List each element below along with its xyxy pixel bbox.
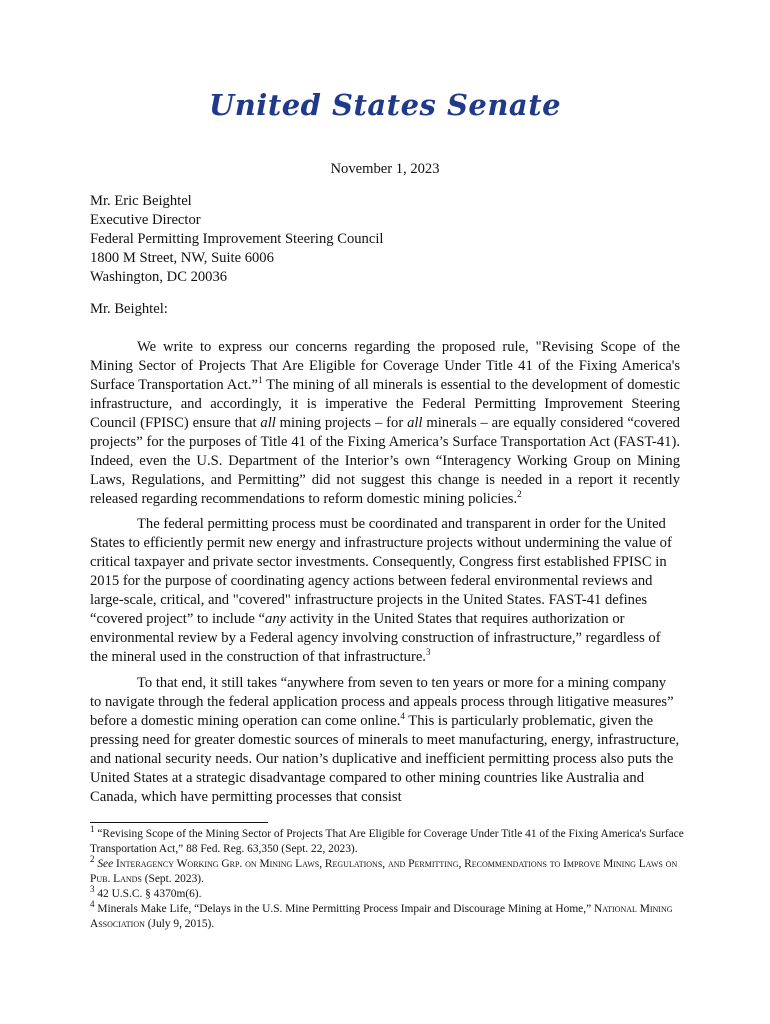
- p1-text-d: minerals – are equally considered “covered projects” for the purposes of Title 41 of the Fixing America’s Surface Transportation Act (FAST-41). Indeed, even the U.S. Department of the Interior’s own “Interagency Working Group on Mining Laws, Regulations, and Permitting” did not suggest this change is needed in a report it recently released regarding recommendations to reform domestic mining policies.: [90, 415, 680, 507]
- recipient-city: Washington, DC 20036: [90, 269, 228, 285]
- footnote-divider: [90, 822, 268, 823]
- footnote-2-citation: Interagency Working Grp. on Mining Laws, Regulations, and Permitting, Recommendations to Improve Mining Laws on Pub. Lands: [90, 858, 678, 885]
- footnote-2-number: 2: [90, 854, 95, 865]
- recipient-street: 1800 M Street, NW, Suite 6006: [90, 250, 274, 266]
- recipient-title: Executive Director: [90, 212, 201, 228]
- footnote-ref-1: 1: [257, 375, 263, 386]
- footnotes: [90, 824, 690, 932]
- p1-text-a: We write to express our concerns regarding the proposed rule, "Revising Scope of the Mining Sector of Projects That Are Eligible for Coverage Under Title 41 of the Fixing America's Surface Transportation Act.”: [90, 339, 680, 393]
- footnote-4-date: (July 9, 2015).: [144, 918, 215, 930]
- salutation: Mr. Beightel:: [90, 301, 168, 317]
- p1-text-b: The mining of all minerals is essential to the development of domestic infrastructure, and accordingly, it is imperative the Federal Permitting Improvement Steering Council (FPISC) ensure that: [90, 377, 680, 431]
- paragraph-2: [90, 515, 680, 667]
- recipient-name: Mr. Eric Beightel: [90, 193, 192, 209]
- recipient-org: Federal Permitting Improvement Steering Council: [90, 231, 384, 247]
- footnote-2-see: See: [97, 858, 114, 870]
- p2-text-a: The federal permitting process must be coordinated and transparent in order for the United States to efficiently permit new energy and infrastructure projects without undermining the value of critical taxpayer and private sector investments. Consequently, Congress first established FPISC in 2015 for the purpose of coordinating agency actions between federal environmental reviews and large-scale, critical, and "covered" infrastructure projects in the United States. FAST-41 defines “covered project” to include “: [90, 516, 672, 627]
- p3-text-b: This is particularly problematic, given the pressing need for greater domestic sources of minerals to meet manufacturing, energy, infrastructure, and national security needs. Our nation’s duplicative and inefficient permitting process also puts the United States at a strategic disadvantage compared to other mining countries like Australia and Canada, which have permitting processes that consist: [90, 713, 680, 805]
- p1-emphasis-all-2: all: [407, 415, 423, 431]
- footnote-1-number: 1: [90, 824, 95, 835]
- footnote-1-text: “Revising Scope of the Mining Sector of Projects That Are Eligible for Coverage Under Title 41 of the Fixing America's Surface Transportation Act,” 88 Fed. Reg. 63,350 (Sept. 22, 2023).: [90, 828, 684, 855]
- footnote-4: [90, 899, 690, 932]
- footnote-3-text: 42 U.S.C. § 4370m(6).: [94, 888, 202, 900]
- footnote-2: [90, 854, 690, 887]
- p3-text-a: To that end, it still takes “anywhere from seven to ten years or more for a mining company to navigate through the federal application process and appeals process through litigative measures” before a domestic mining operation can come online.: [90, 675, 674, 729]
- footnote-1: [90, 824, 690, 857]
- p2-text-b: activity in the United States that requires authorization or environmental review by a Federal agency involving construction of infrastructure,” regardless of the mineral used in the construction of that infrastructure.: [90, 611, 661, 665]
- p2-emphasis-any: any: [265, 611, 287, 627]
- letter-date: November 1, 2023: [330, 161, 440, 177]
- footnote-3: [90, 884, 690, 902]
- footnote-ref-4: 4: [400, 711, 405, 722]
- paragraph-1: [90, 338, 680, 509]
- footnote-2-date: (Sept. 2023).: [141, 873, 204, 885]
- paragraph-3: [90, 674, 680, 807]
- footnote-4-text: Minerals Make Life, “Delays in the U.S. Mine Permitting Process Impair and Discourage Mining at Home,”: [94, 903, 594, 915]
- recipient-address: [90, 192, 383, 287]
- footnote-ref-3: 3: [425, 647, 431, 658]
- footnote-3-number: 3: [90, 884, 95, 895]
- senate-letterhead: United States Senate: [208, 88, 562, 122]
- footnote-4-number: 4: [90, 899, 95, 910]
- p1-text-c: mining projects – for: [275, 415, 408, 431]
- footnote-ref-2: 2: [517, 489, 522, 500]
- footnote-4-source: National Mining Association: [90, 903, 673, 930]
- p1-emphasis-all-1: all: [260, 415, 276, 431]
